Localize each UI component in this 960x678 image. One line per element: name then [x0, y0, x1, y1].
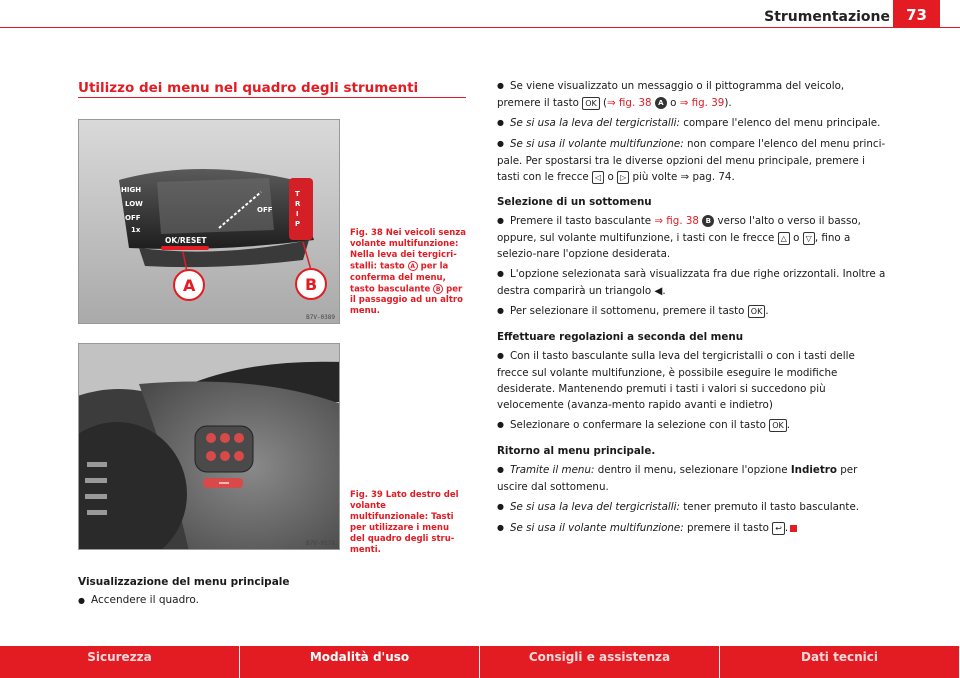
page-header-title: Strumentazione: [764, 9, 890, 25]
list-item: ● L'opzione selezionata sarà visualizzata fra due righe orizzontali. Inoltre a destra comparirà un triangolo ◀.: [497, 266, 887, 299]
list-item: ● Accendere il quadro.: [78, 594, 199, 606]
lever-label-off: OFF: [125, 214, 141, 222]
figure-38-wiper-lever: [78, 119, 340, 324]
footer-tab-modalita-duso[interactable]: Modalità d'uso: [240, 646, 480, 678]
lever-label-off-rear: OFF: [257, 206, 273, 214]
list-item: ● Per selezionare il sottomenu, premere il tasto OK .: [497, 303, 887, 320]
lever-label-1x: 1x: [131, 226, 141, 234]
end-marker-icon: [790, 525, 797, 532]
ok-key-icon: OK: [582, 97, 600, 110]
figure-39-caption: Fig. 39 Lato destro del volante multifunzionale: Tasti per utilizzare i menu del quadro degli stru-menti.: [350, 490, 459, 555]
arrow-down-key-icon: ▽: [803, 232, 815, 245]
lever-label-ok-reset: OK/RESET: [165, 236, 207, 245]
ok-key-icon: OK: [769, 419, 787, 432]
list-item: ● Se si usa il volante multifunzione: premere il tasto ↩ .: [497, 520, 887, 537]
figure-38-caption: Fig. 38 Nei veicoli senza volante multifunzione: Nella leva dei tergicri-stalli: tasto A per la conferma del menu, tasto basculante B per il passaggio ad un altro menu.: [350, 228, 466, 316]
fig-38-link[interactable]: ⇒ fig. 38: [654, 215, 699, 227]
steering-wheel-illustration: [79, 344, 340, 550]
settings-heading: Effettuare regolazioni a seconda del menu: [497, 331, 744, 343]
lever-label-trip: T: [295, 190, 300, 198]
list-item: ● Se si usa il volante multifunzione: non compare l'elenco del menu princi-pale. Per spostarsi tra le diverse opzioni del menu principale, premere i tasti con le frecce ◁ o ▷ più volte ⇒ pag. 74.: [497, 136, 887, 185]
figure-code: B7V-0578: [306, 540, 335, 547]
arrow-right-key-icon: ▷: [617, 171, 629, 184]
list-item: ● Selezionare o confermare la selezione con il tasto OK .: [497, 417, 887, 434]
lever-label-high: HIGH: [121, 186, 142, 194]
wiper-lever-illustration: [79, 120, 340, 324]
triangle-icon: ◀: [654, 285, 663, 297]
return-key-icon: ↩: [772, 522, 785, 535]
list-item: ● Se si usa la leva del tergicristalli: tener premuto il tasto basculante.: [497, 499, 887, 516]
svg-text:A: A: [183, 276, 196, 295]
list-item: ● Se viene visualizzato un messaggio o il pittogramma del veicolo, premere il tasto OK (⇒ fig. 38 A o ⇒ fig. 39).: [497, 78, 887, 111]
fig-38-link[interactable]: ⇒ fig. 38: [607, 97, 652, 109]
figure-code: B7V-0389: [306, 314, 335, 321]
return-heading: Ritorno al menu principale.: [497, 445, 656, 457]
lever-label-low: LOW: [125, 200, 143, 208]
list-item: ● Con il tasto basculante sulla leva del tergicristalli o con i tasti delle frecce sul volante multifunzione, è possibile eseguire le modifiche desiderate. Mantenendo premuti i tasti i valori si succedono più velocemente (avanza-mento rapido avanti e indietro): [497, 348, 887, 413]
list-item: ● Se si usa la leva del tergicristalli: compare l'elenco del menu principale.: [497, 115, 887, 132]
footer-nav: [0, 646, 960, 678]
footer-tab-consigli-assistenza[interactable]: Consigli e assistenza: [480, 646, 720, 678]
submenu-heading: Selezione di un sottomenu: [497, 196, 652, 208]
key-b-icon: B: [433, 284, 443, 294]
section-title: Utilizzo dei menu nel quadro degli strumenti: [78, 80, 419, 96]
fig-39-link[interactable]: ⇒ fig. 39: [679, 97, 725, 109]
footer-tab-sicurezza[interactable]: Sicurezza: [0, 646, 240, 678]
arrow-left-key-icon: ◁: [592, 171, 604, 184]
figure-39-steering-wheel: [78, 343, 340, 550]
svg-text:P: P: [295, 220, 301, 228]
svg-text:R: R: [295, 200, 301, 208]
key-b-icon: B: [702, 215, 714, 227]
svg-text:I: I: [296, 210, 299, 218]
section-rule: [78, 97, 466, 98]
list-item: ● Tramite il menu: dentro il menu, selezionare l'opzione Indietro per uscire dal sottomenu.: [497, 462, 887, 495]
main-menu-heading: Visualizzazione del menu principale: [78, 576, 290, 588]
right-column-text: [497, 78, 887, 541]
arrow-up-key-icon: △: [778, 232, 790, 245]
page-number: 73: [893, 0, 940, 27]
footer-tab-dati-tecnici[interactable]: Dati tecnici: [720, 646, 960, 678]
ok-key-icon: OK: [748, 305, 766, 318]
list-item: ● Premere il tasto basculante ⇒ fig. 38 B verso l'alto o verso il basso, oppure, sul volante multifunzione, i tasti con le frecce △ o ▽ , fino a selezio-nare l'opzione desiderata.: [497, 213, 887, 262]
key-a-icon: A: [408, 261, 418, 271]
svg-text:B: B: [305, 275, 318, 294]
key-a-icon: A: [655, 97, 667, 109]
header-rule: [0, 27, 960, 28]
